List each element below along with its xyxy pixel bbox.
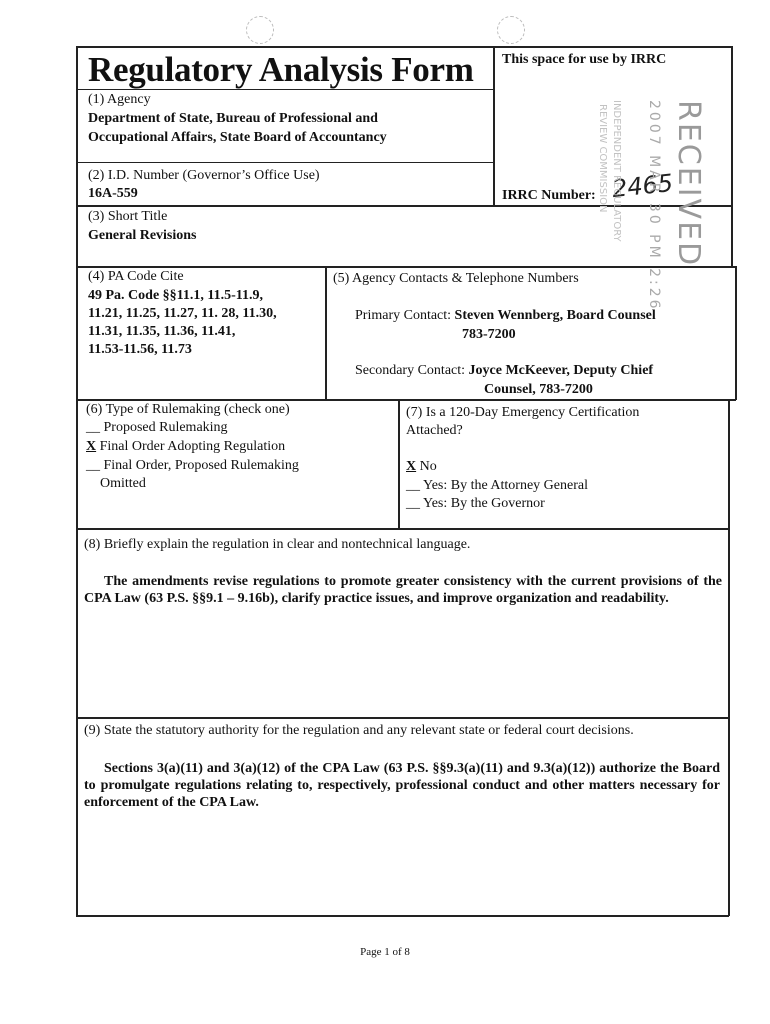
form-title: Regulatory Analysis Form xyxy=(88,50,474,89)
rule-right-5 xyxy=(735,266,737,400)
rulemaking-label: (6) Type of Rulemaking (check one) xyxy=(86,402,290,417)
rulemaking-text-3: Final Order, Proposed Rulemaking xyxy=(103,458,299,473)
rule-left xyxy=(76,46,78,916)
emergency-option-no xyxy=(406,458,437,476)
rule-4-5-divider xyxy=(325,266,327,400)
pa-code-line-1: 49 Pa. Code §§11.1, 11.5-11.9, xyxy=(88,288,264,303)
agency-line-2: Occupational Affairs, State Board of Accountancy xyxy=(88,130,387,145)
received-stamp-date: 2007 MAR 30 PM 2:26 xyxy=(646,100,662,312)
irrc-space-label: This space for use by IRRC xyxy=(502,52,667,67)
secondary-contact xyxy=(355,362,653,380)
authority-label: (9) State the statutory authority for the regulation and any relevant state or federal court decisions. xyxy=(84,723,634,738)
rulemaking-mark-1: __ xyxy=(86,420,100,435)
pa-code-line-2: 11.21, 11.25, 11.27, 11. 28, 11.30, xyxy=(88,306,277,321)
rule-bottom xyxy=(76,915,729,917)
emergency-text-2: Yes: By the Attorney General xyxy=(422,478,588,493)
irrc-number-label: IRRC Number: xyxy=(502,188,596,203)
punch-hole-left xyxy=(246,16,274,44)
rule-right-top xyxy=(731,46,733,268)
rulemaking-mark-2: X xyxy=(86,439,97,454)
rule-irrc-left xyxy=(493,46,495,206)
pa-code-line-3: 11.31, 11.35, 11.36, 11.41, xyxy=(88,324,236,339)
secondary-contact-label: Secondary Contact: xyxy=(355,363,466,378)
received-stamp-agency-2: REVIEW COMMISSION xyxy=(597,104,608,213)
pa-code-line-4: 11.53-11.56, 11.73 xyxy=(88,342,192,357)
rulemaking-option-final-proposed xyxy=(86,457,299,475)
id-number-label: (2) I.D. Number (Governor’s Office Use) xyxy=(88,168,320,183)
authority-body: Sections 3(a)(11) and 3(a)(12) of the CPA Law (63 P.S. §§9.3(a)(11) and 9.3(a)(12)) authorize the Board to promulgate regulations relating to, respectively, professional conduct and other matters necessary for enforcement of the CPA Law. xyxy=(84,761,720,810)
rulemaking-option-proposed xyxy=(86,419,228,437)
emergency-option-governor xyxy=(406,495,545,513)
secondary-contact-name: Joyce McKeever, Deputy Chief xyxy=(468,363,654,378)
rulemaking-text-1: Proposed Rulemaking xyxy=(103,420,228,435)
id-number-value: 16A-559 xyxy=(88,186,138,201)
emergency-option-ag xyxy=(406,477,588,495)
emergency-label-2: Attached? xyxy=(406,423,463,438)
rule-under-agency xyxy=(76,162,494,163)
agency-line-1: Department of State, Bureau of Professional and xyxy=(88,111,378,126)
agency-label: (1) Agency xyxy=(88,92,151,107)
rulemaking-mark-3: __ xyxy=(86,458,100,473)
primary-contact-name: Steven Wennberg, Board Counsel xyxy=(454,308,656,323)
rulemaking-option-final xyxy=(86,438,285,456)
received-stamp-word: RECEIVED xyxy=(671,100,706,268)
rule-under-id xyxy=(76,205,732,207)
rulemaking-option-omitted: Omitted xyxy=(100,476,146,491)
rule-under-8 xyxy=(76,717,729,719)
explain-body: The amendments revise regulations to promote greater consistency with the current provisions of the CPA Law (63 P.S. §§9.1 – 9.16b), clarify practice issues, and improve organization and readability. xyxy=(84,574,722,606)
contacts-label: (5) Agency Contacts & Telephone Numbers xyxy=(333,271,579,286)
primary-contact xyxy=(355,307,656,325)
irrc-number-handwritten: 2465 xyxy=(610,168,675,204)
rule-right-lower xyxy=(728,399,730,916)
rule-under-7 xyxy=(76,528,729,530)
short-title-label: (3) Short Title xyxy=(88,209,168,224)
explain-label: (8) Briefly explain the regulation in clear and nontechnical language. xyxy=(84,537,471,552)
punch-hole-right xyxy=(497,16,525,44)
received-stamp-agency-1: INDEPENDENT REGULATORY xyxy=(611,100,622,242)
primary-contact-label: Primary Contact: xyxy=(355,308,452,323)
emergency-label-1: (7) Is a 120-Day Emergency Certification xyxy=(406,405,640,420)
rulemaking-text-2: Final Order Adopting Regulation xyxy=(99,439,286,454)
emergency-mark-3: __ xyxy=(406,496,420,511)
rule-6-7-divider xyxy=(398,399,400,529)
primary-contact-phone: 783-7200 xyxy=(462,327,516,342)
emergency-text-3: Yes: By the Governor xyxy=(422,496,545,511)
pa-code-label: (4) PA Code Cite xyxy=(88,269,184,284)
rule-top xyxy=(76,46,732,48)
page-number: Page 1 of 8 xyxy=(360,946,410,958)
short-title-value: General Revisions xyxy=(88,228,197,243)
emergency-text-1: No xyxy=(419,459,437,474)
secondary-contact-cont: Counsel, 783-7200 xyxy=(484,382,593,397)
emergency-mark-2: __ xyxy=(406,478,420,493)
emergency-mark-1: X xyxy=(406,459,417,474)
